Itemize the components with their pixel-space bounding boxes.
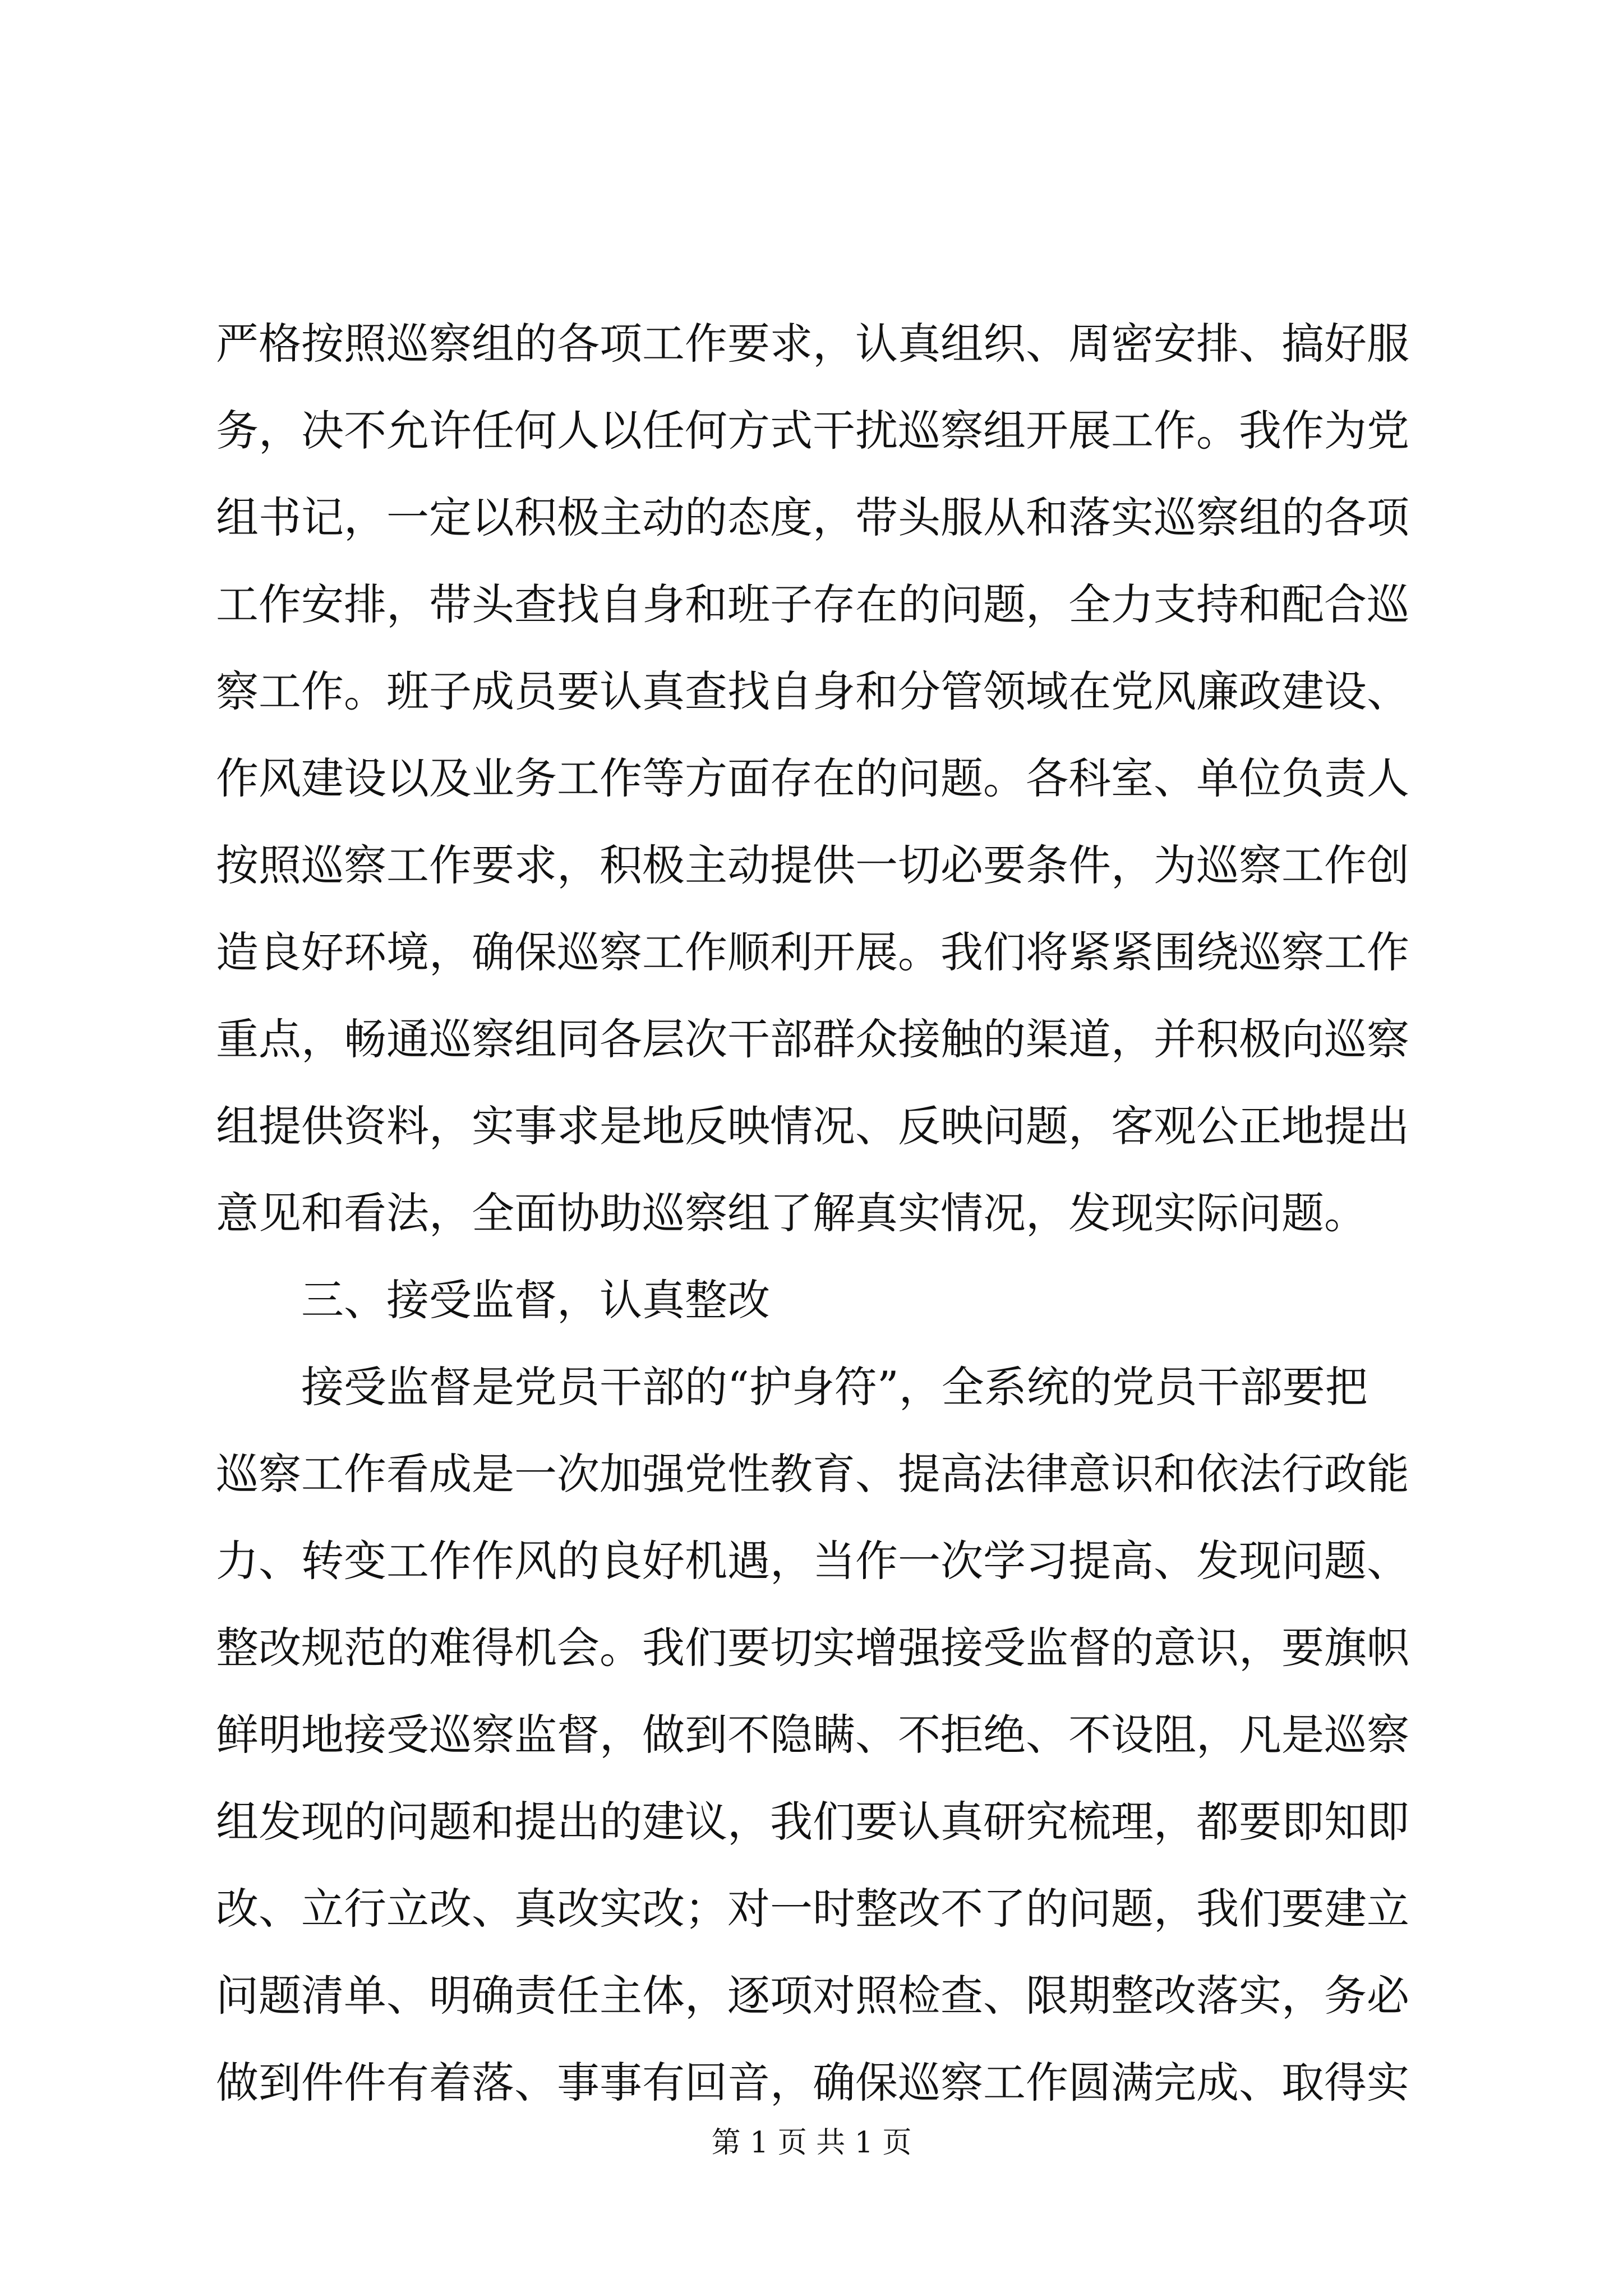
text-line: 意见和看法，全面协助巡察组了解真实情况，发现实际问题。 bbox=[216, 1188, 1367, 1238]
text-line: 工作安排，带头查找自身和班子存在的问题，全力支持和配合巡 bbox=[216, 579, 1409, 629]
document-body bbox=[216, 300, 1416, 2126]
text-line: 力、转变工作作风的良好机遇，当作一次学习提高、发现问题、 bbox=[216, 1536, 1409, 1586]
text-line: 改、立行立改、真改实改；对一时整改不了的问题，我们要建立 bbox=[216, 1884, 1409, 1934]
text-line: 鲜明地接受巡察监督，做到不隐瞒、不拒绝、不设阻，凡是巡察 bbox=[216, 1710, 1409, 1760]
text-line: 组书记，一定以积极主动的态度，带头服从和落实巡察组的各项 bbox=[216, 493, 1409, 542]
section-heading: 三、接受监督，认真整改 bbox=[216, 1275, 770, 1325]
text-line: 组提供资料，实事求是地反映情况、反映问题，客观公正地提出 bbox=[216, 1101, 1409, 1151]
text-line: 察工作。班子成员要认真查找自身和分管领域在党风廉政建设、 bbox=[216, 666, 1409, 716]
text-line: 造良好环境，确保巡察工作顺利开展。我们将紧紧围绕巡察工作 bbox=[216, 927, 1409, 977]
text-line: 按照巡察工作要求，积极主动提供一切必要条件，为巡察工作创 bbox=[216, 840, 1409, 890]
text-line: 组发现的问题和提出的建议，我们要认真研究梳理，都要即知即 bbox=[216, 1797, 1409, 1847]
text-line: 问题清单、明确责任主体，逐项对照检查、限期整改落实，务必 bbox=[216, 1971, 1409, 2021]
page-number-footer: 第 1 页 共 1 页 bbox=[711, 2126, 912, 2160]
text-line: 重点，畅通巡察组同各层次干部群众接触的渠道，并积极向巡察 bbox=[216, 1014, 1409, 1064]
text-line: 严格按照巡察组的各项工作要求，认真组织、周密安排、搞好服 bbox=[216, 319, 1409, 369]
text-line: 务，决不允许任何人以任何方式干扰巡察组开展工作。我作为党 bbox=[216, 406, 1409, 455]
text-line: 接受监督是党员干部的“护身符”，全系统的党员干部要把 bbox=[216, 1362, 1368, 1412]
text-line: 巡察工作看成是一次加强党性教育、提高法律意识和依法行政能 bbox=[216, 1449, 1409, 1499]
text-line: 作风建设以及业务工作等方面存在的问题。各科室、单位负责人 bbox=[216, 753, 1409, 803]
text-line: 整改规范的难得机会。我们要切实增强接受监督的意识，要旗帜 bbox=[216, 1623, 1409, 1673]
text-line: 做到件件有着落、事事有回音，确保巡察工作圆满完成、取得实 bbox=[216, 2058, 1409, 2108]
